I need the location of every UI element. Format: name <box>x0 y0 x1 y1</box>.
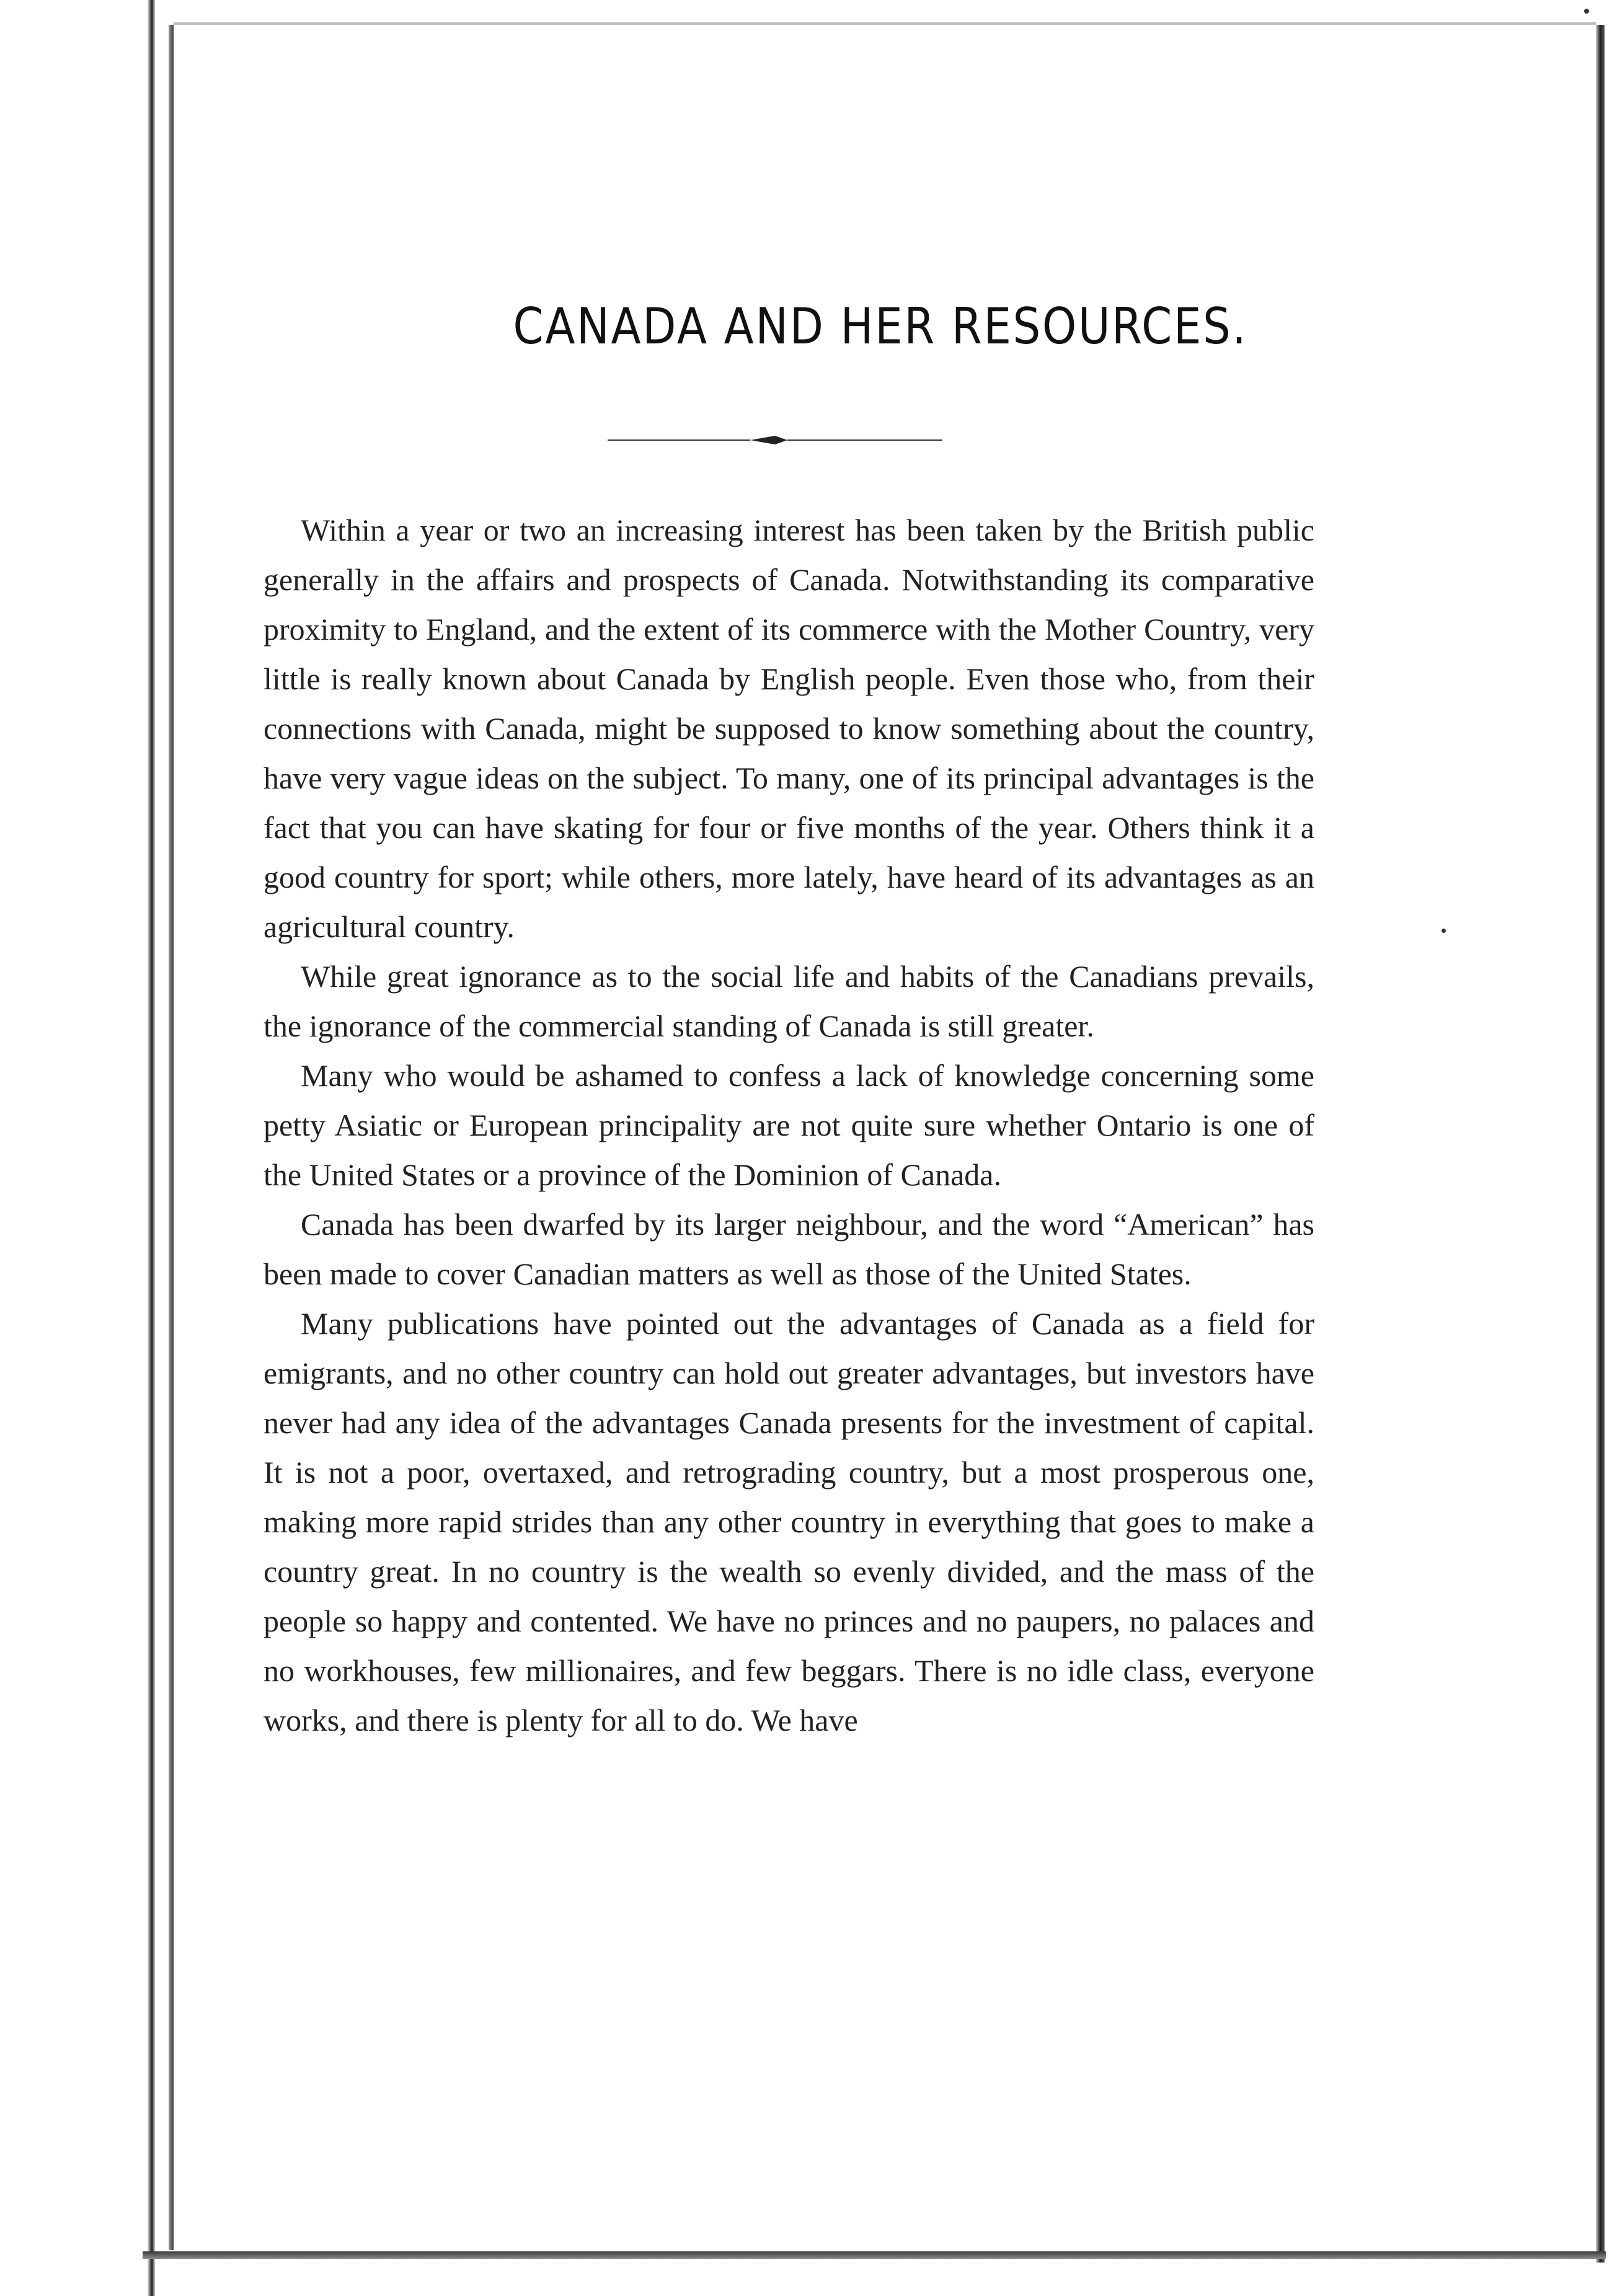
page-edge-bottom <box>143 2251 1606 2259</box>
ornamental-divider <box>608 428 942 453</box>
page-edge-right <box>1596 25 1605 2263</box>
paragraph: Many publications have pointed out the advantages of Canada as a field for emigrants, and no other country can hold out greater advantages, but investors have never had any idea of the advantages Canada presents for the investment of capital. It is not a poor, overtaxed, and retrograding country, but a most prosperous one, making more rapid strides than any other country in everything that goes to make a country great. In no country is the wealth so evenly divided, and the mass of the people so happy and contented. We have no princes and no paupers, no palaces and no workhouses, few millionaires, and few beggars. There is no idle class, everyone works, and there is plenty for all to do. We have <box>264 1306 1314 1737</box>
body-text <box>264 505 1314 1745</box>
paragraph: While great ignorance as to the social life and habits of the Canadians prevails, the ignorance of the commercial standing of Canada is still greater. <box>264 959 1314 1043</box>
page-title: CANADA AND HER RESOURCES. <box>513 298 1248 355</box>
paragraph: Many who would be ashamed to confess a lack of knowledge concerning some petty Asiatic or European principality are not quite sure whether Ontario is one of the United States or a province of the Dominion of Canada. <box>264 1058 1314 1192</box>
paragraph: Canada has been dwarfed by its larger neighbour, and the word “American” has been made to cover Canadian matters as well as those of the United States. <box>264 1207 1314 1291</box>
page-edge-left <box>148 0 155 2296</box>
document-page <box>180 25 1581 2250</box>
scan-speck <box>1584 9 1589 14</box>
paragraph: Within a year or two an increasing interest has been taken by the British public generally in the affairs and prospects of Canada. Notwithstanding its comparative proximity to England, and the extent of its commerce with the Mother Country, very little is really known about Canada by English people. Even those who, from their connections with Canada, might be supposed to know something about the country, have very vague ideas on the subject. To many, one of its principal advantages is the fact that you can have skating for four or five months of the year. Others think it a good country for sport; while others, more lately, have heard of its advantages as an agricultural country. <box>264 513 1314 944</box>
page-edge-left-inner <box>169 25 174 2250</box>
